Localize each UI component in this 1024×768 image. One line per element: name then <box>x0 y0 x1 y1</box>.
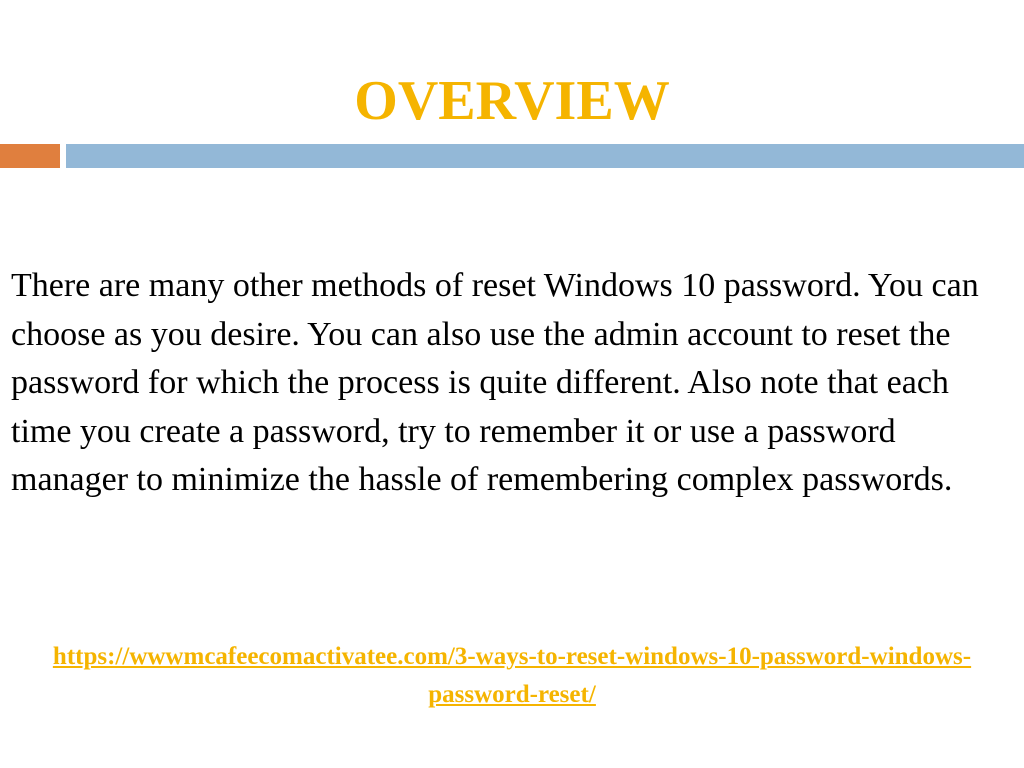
source-link[interactable]: https://wwwmcafeecomactivatee.com/3-ways-to-reset-windows-10-password-windows-password-reset/ <box>52 643 972 708</box>
source-link-container <box>0 638 1024 714</box>
slide-title: OVERVIEW <box>354 70 670 132</box>
accent-bar-blue <box>66 144 1024 168</box>
accent-bar-orange <box>0 144 60 168</box>
body-paragraph: There are many other methods of reset Windows 10 password. You can choose as you desire. You can also use the admin account to reset the password for which the process is quite different. Also note that each time you create a password, try to remember it or use a password manager to minimize the hassle of remembering complex passwords. <box>11 267 979 498</box>
